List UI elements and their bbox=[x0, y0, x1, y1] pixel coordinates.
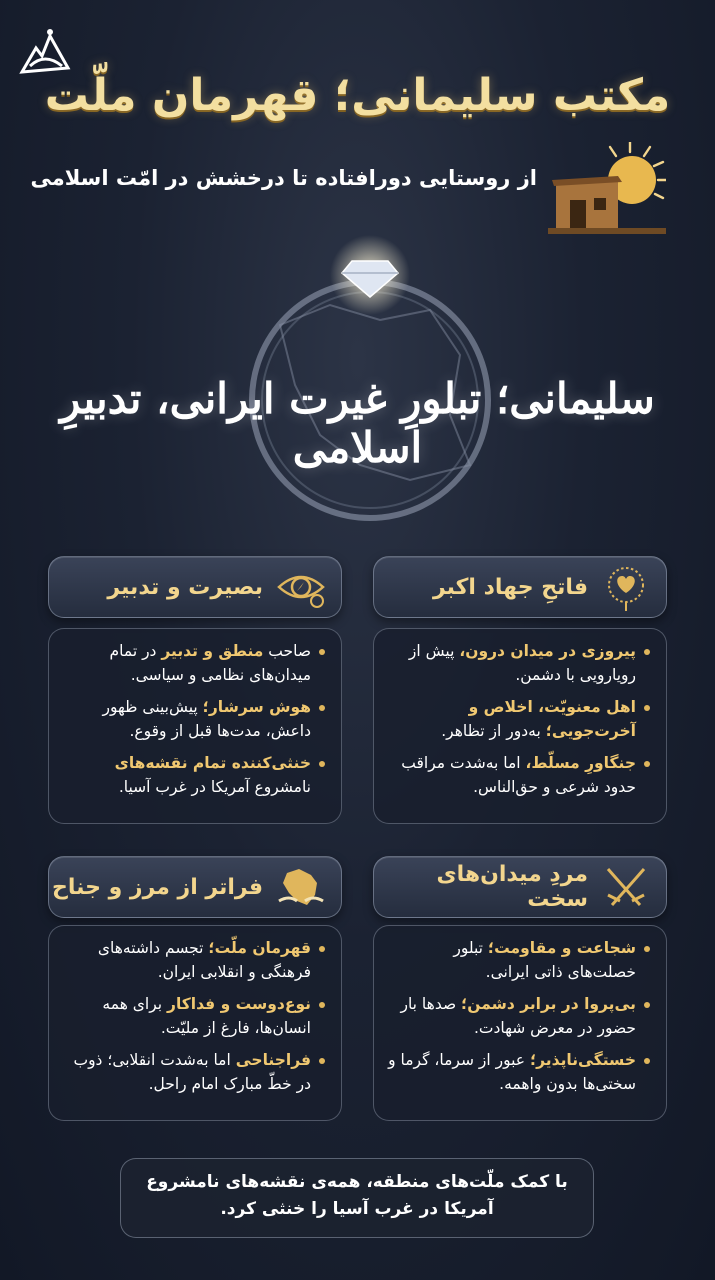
list-item: خنثی‌کننده تمام نقشه‌های نامشروع آمریکا در غرب آسیا. bbox=[59, 751, 325, 799]
list-item: قهرمان ملّت؛ تجسم داشته‌های فرهنگی و انقلابی ایران. bbox=[59, 936, 325, 984]
page-subtitle: از روستایی دورافتاده تا درخشش در امّت اسلامی bbox=[30, 166, 537, 190]
section-header-jihad bbox=[373, 556, 667, 618]
section-title: مردِ میدان‌های سخت bbox=[436, 862, 588, 912]
page-title: مکتب سلیمانی؛ قهرمان ملّت bbox=[44, 70, 671, 121]
list-item: صاحب منطق و تدبیر در تمام میدان‌های نظامی و سیاسی. bbox=[59, 639, 325, 687]
section-header-hard-fields bbox=[373, 856, 667, 918]
crossed-swords-icon bbox=[602, 865, 650, 911]
card-jihad bbox=[373, 628, 667, 824]
section-header-insight bbox=[48, 556, 342, 618]
list-item: پیروزی در میدان درون، پیش از رویارویی با دشمن. bbox=[384, 639, 650, 687]
list-item: هوش سرشار؛ پیش‌بینی ظهور داعش، مدت‌ها قبل از وقوع. bbox=[59, 695, 325, 743]
heart-prayer-beads-icon bbox=[602, 565, 650, 611]
list-item: شجاعت و مقاومت؛ تبلور خصلت‌های ذاتی ایرانی. bbox=[384, 936, 650, 984]
section-title: بصیرت و تدبیر bbox=[107, 574, 263, 600]
map-hands-icon bbox=[277, 865, 325, 911]
section-header-beyond-borders bbox=[48, 856, 342, 918]
footer-note: با کمک ملّت‌های منطقه، همه‌ی نقشه‌های نامشروع آمریکا در غرب آسیا را خنثی کرد. bbox=[120, 1158, 594, 1238]
village-house-sun-icon bbox=[548, 142, 666, 234]
section-title: فاتحِ جهاد اکبر bbox=[432, 574, 588, 600]
list-item: جنگاورِ مسلّط، اما به‌شدت مراقب حدود شرعی و حق‌الناس. bbox=[384, 751, 650, 799]
list-item: خستگی‌ناپذیر؛ عبور از سرما، گرما و سختی‌ها بدون واهمه. bbox=[384, 1048, 650, 1096]
list-item: بی‌پروا در برابر دشمن؛ صدها بار حضور در معرض شهادت. bbox=[384, 992, 650, 1040]
card-hard-fields bbox=[373, 925, 667, 1121]
card-beyond-borders bbox=[48, 925, 342, 1121]
eye-compass-icon bbox=[277, 565, 325, 611]
slogan-text: سلیمانی؛ تبلورِ غیرت ایرانی، تدبیرِ اسلامی bbox=[60, 374, 655, 472]
card-insight bbox=[48, 628, 342, 824]
list-item: فراجناحی اما به‌شدت انقلابی؛ ذوب در خطّ مبارک امام راحل. bbox=[59, 1048, 325, 1096]
section-title: فراتر از مرز و جناح bbox=[51, 874, 263, 900]
list-item: نوع‌دوست و فداکار برای همه انسان‌ها، فارغ از ملیّت. bbox=[59, 992, 325, 1040]
list-item: اهل معنویّت، اخلاص و آخرت‌جویی؛ به‌دور از تظاهر. bbox=[384, 695, 650, 743]
